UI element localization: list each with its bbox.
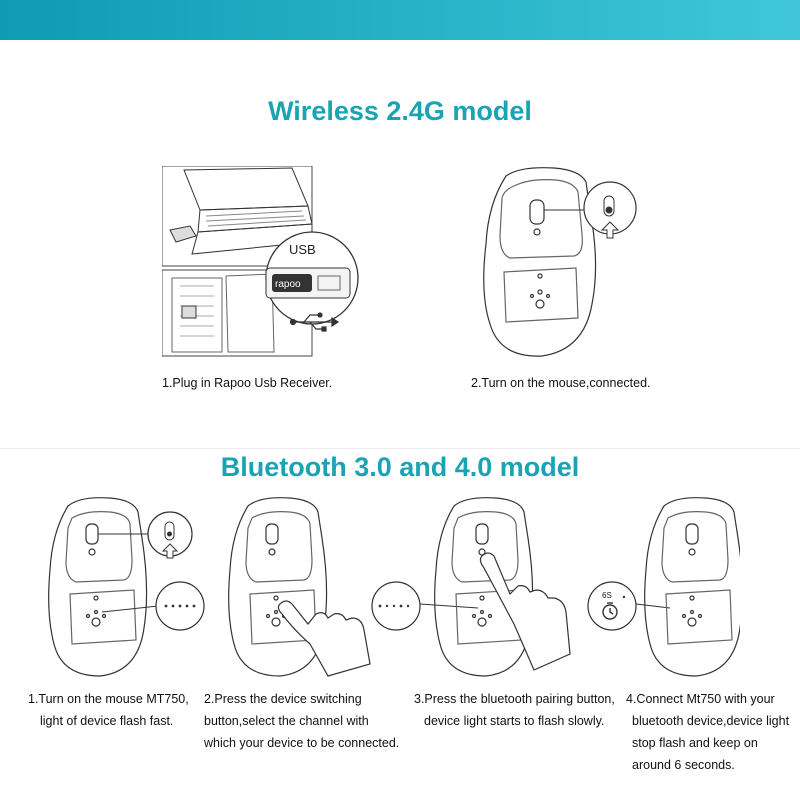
- usb-receiver-icon: [266, 268, 350, 298]
- bt-step-3-line-2: device light starts to flash slowly.: [424, 714, 605, 728]
- bluetooth-section-title: Bluetooth 3.0 and 4.0 model: [220, 452, 580, 482]
- bt-step-3-line-1: 3.Press the bluetooth pairing button,: [414, 692, 615, 706]
- bt-step-2-line-3: which your device to be connected.: [204, 736, 400, 750]
- bt-step-2-illustration: [224, 494, 384, 678]
- bt-step-1-illustration: [40, 494, 210, 678]
- timer-label: 6S: [602, 591, 612, 600]
- bt-step-1-line-2: light of device flash fast.: [40, 714, 174, 728]
- receiver-brand: rapoo: [275, 279, 301, 290]
- bt-step-4-line-3: stop flash and keep on: [632, 736, 758, 750]
- bt-step-4-caption: [626, 688, 789, 776]
- usb-label: USB: [289, 242, 316, 257]
- wireless-section-title: Wireless 2.4G model: [268, 96, 532, 126]
- bt-step-4-illustration: [580, 494, 740, 678]
- pointing-hand-icon: [278, 601, 370, 676]
- laptop-usb-illustration: [162, 166, 362, 358]
- bt-step-4-line-1: 4.Connect Mt750 with your: [626, 692, 775, 706]
- bt-step-2-line-1: 2.Press the device switching: [204, 692, 362, 706]
- bt-step-1-line-1: 1.Turn on the mouse MT750,: [28, 692, 189, 706]
- bt-step-2-caption: [204, 688, 399, 754]
- bt-step-1-caption: [28, 688, 189, 732]
- bt-step-4-line-4: around 6 seconds.: [632, 758, 735, 772]
- pointing-hand-icon: [480, 553, 570, 670]
- mouse-underside-illustration: [460, 164, 650, 360]
- section-divider: [0, 448, 800, 449]
- bt-step-2-line-2: button,select the channel with: [204, 714, 369, 728]
- bt-step-3-caption: [414, 688, 615, 732]
- bt-step-4-line-2: bluetooth device,device light: [632, 714, 790, 728]
- top-accent-bar: [0, 0, 800, 40]
- wireless-step-1: 1.Plug in Rapoo Usb Receiver.: [162, 376, 333, 390]
- wireless-step-2: 2.Turn on the mouse,connected.: [471, 376, 651, 390]
- bt-step-3-illustration: [364, 494, 574, 678]
- mouse-underside-icon: [484, 168, 596, 356]
